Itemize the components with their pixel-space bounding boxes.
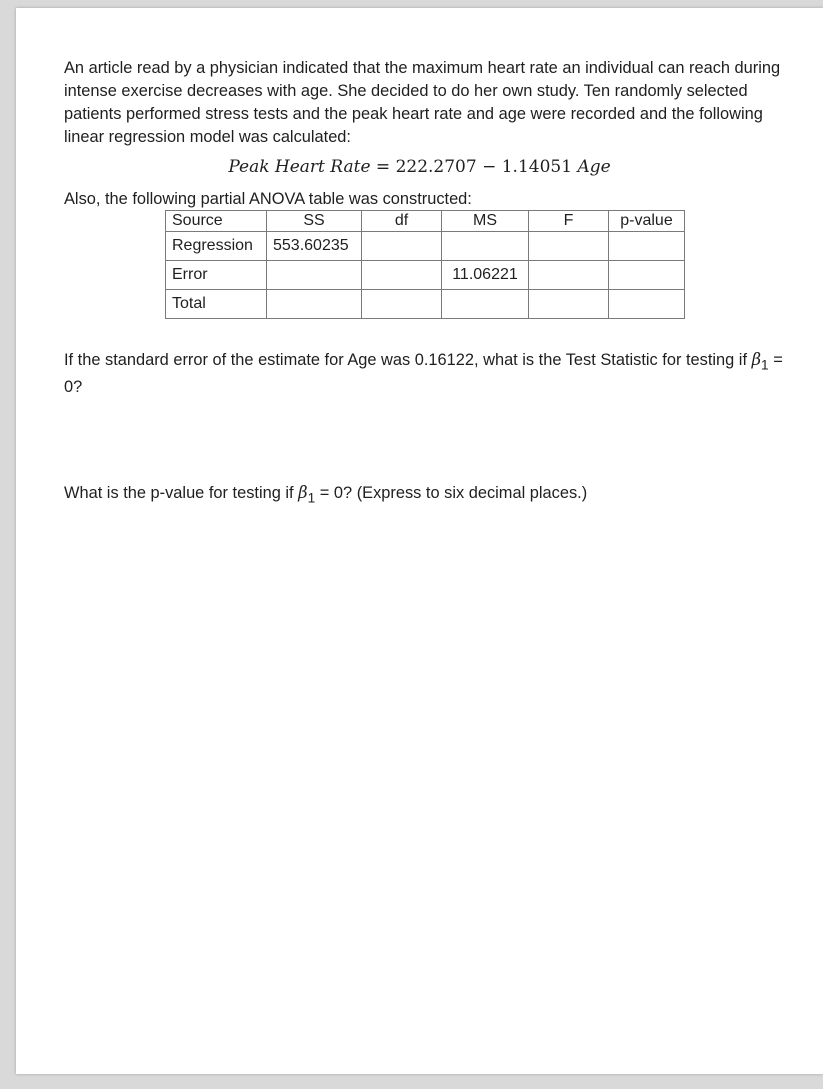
cell-ms: [442, 232, 529, 261]
row-source: Error: [166, 261, 267, 290]
cell-p-value: [609, 232, 685, 261]
cell-df: [362, 290, 442, 319]
regression-equation: [16, 157, 823, 177]
q1-end: = 0?: [64, 351, 783, 397]
cell-f: [529, 261, 609, 290]
cell-df: [362, 232, 442, 261]
question-test-statistic: [64, 348, 794, 399]
beta-symbol: β: [751, 350, 762, 369]
cell-p-value: [609, 261, 685, 290]
table-row: [166, 261, 685, 290]
beta-symbol: β: [298, 483, 308, 502]
anova-table: [165, 210, 685, 319]
beta-subscript: 1: [761, 357, 769, 373]
header-df: df: [362, 211, 442, 232]
document-page: [16, 8, 823, 1074]
cell-ss: 553.60235: [267, 232, 362, 261]
header-f: F: [529, 211, 609, 232]
cell-f: [529, 290, 609, 319]
table-intro: Also, the following partial ANOVA table was constructed:: [64, 190, 472, 208]
equation-body: = 222.2707 − 1.14051: [370, 157, 578, 177]
equation-lhs: Peak Heart Rate: [228, 157, 371, 177]
header-ss: SS: [267, 211, 362, 232]
cell-ms: [442, 290, 529, 319]
header-source: Source: [166, 211, 267, 232]
q1-text: If the standard error of the estimate for Age was 0.16122, what is the Test Statistic for testing if: [64, 351, 752, 369]
cell-ss: [267, 261, 362, 290]
q2-text: What is the p-value for testing if: [64, 484, 299, 502]
beta-subscript: 1: [307, 490, 316, 506]
cell-f: [529, 232, 609, 261]
table-row: [166, 290, 685, 319]
anova-header-row: [166, 211, 685, 232]
cell-ss: [267, 290, 362, 319]
row-source: Total: [166, 290, 267, 319]
cell-p-value: [609, 290, 685, 319]
problem-intro: An article read by a physician indicated that the maximum heart rate an individual can reach during intense exercise decreases with age. She decided to do her own study. Ten randomly selected patients performed stress tests and the peak heart rate and age were recorded and the following linear regression model was calculated:: [64, 59, 781, 146]
header-ms: MS: [442, 211, 529, 232]
cell-df: [362, 261, 442, 290]
q2-end: = 0? (Express to six decimal places.): [315, 484, 588, 502]
cell-ms: 11.06221: [442, 261, 529, 290]
equation-rhs: Age: [577, 157, 611, 177]
question-p-value: [64, 481, 794, 509]
table-row: [166, 232, 685, 261]
header-p-value: p-value: [609, 211, 685, 232]
row-source: Regression: [166, 232, 267, 261]
